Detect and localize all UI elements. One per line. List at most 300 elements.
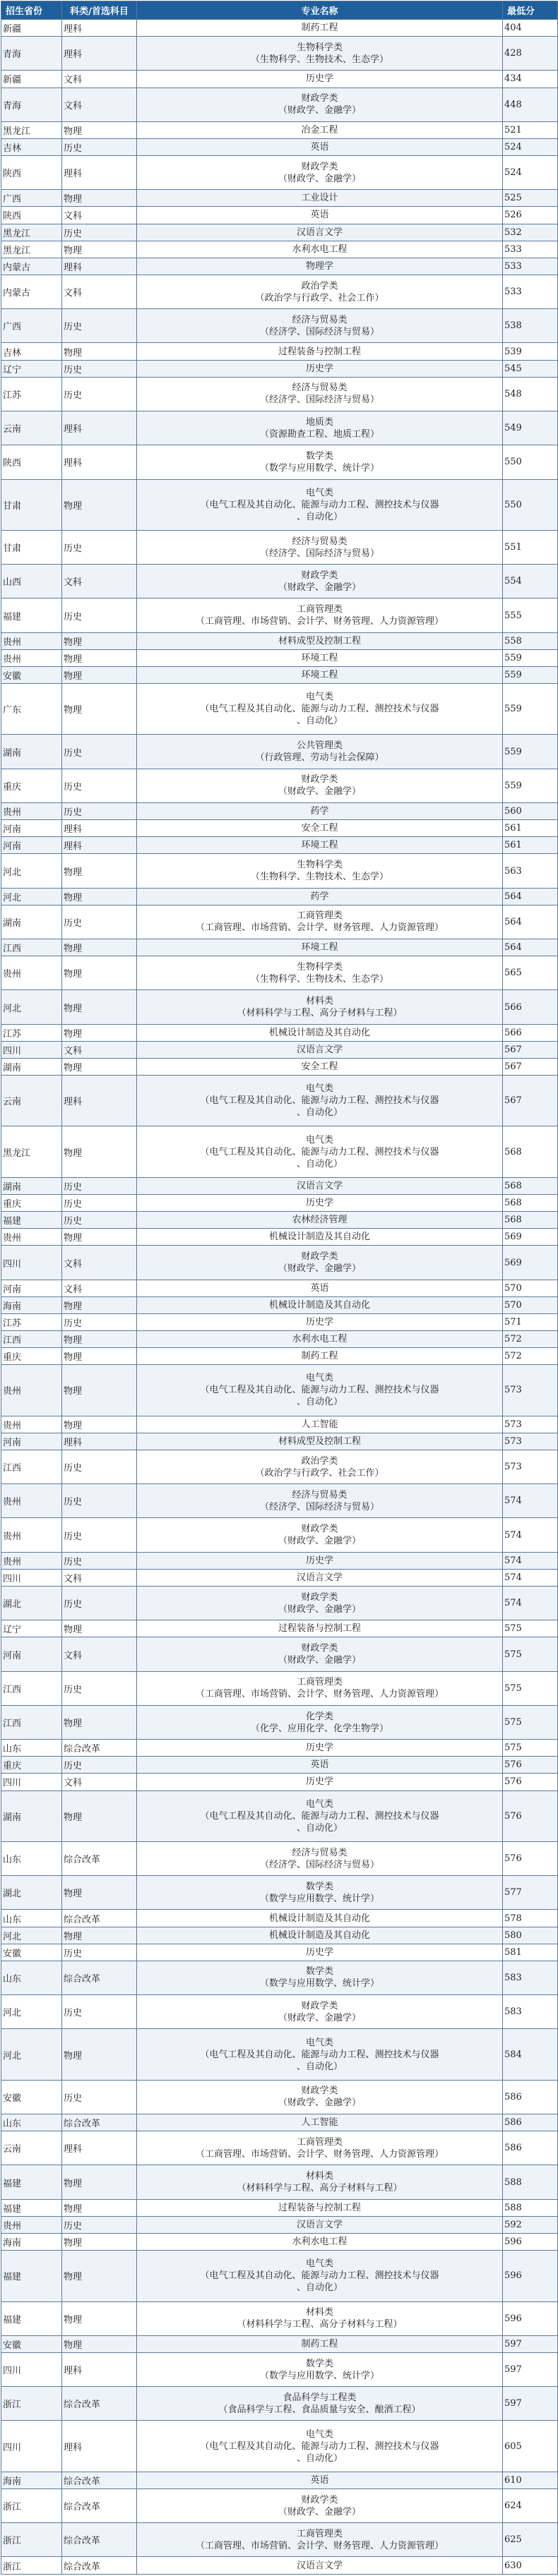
- score-cell: 532: [503, 224, 558, 241]
- province-cell: 贵州: [1, 1229, 62, 1246]
- province-cell: 河北: [1, 2029, 62, 2080]
- major-line: （经济学、国际经济与贸易）: [259, 1859, 379, 1870]
- major-cell: [137, 1637, 503, 1671]
- province-cell: 湖南: [1, 735, 62, 769]
- major-cell: [137, 88, 503, 121]
- major-cell: [137, 769, 503, 802]
- major-line: 财政学类: [301, 2000, 338, 2011]
- major-cell: [137, 37, 503, 71]
- major-line: 环境工程: [301, 840, 338, 851]
- score-cell: 560: [503, 803, 558, 820]
- score-cell: 559: [503, 666, 558, 683]
- province-cell: 云南: [1, 1076, 62, 1126]
- table-row: [1, 769, 558, 802]
- major-cell: [137, 1246, 503, 1280]
- major-line: （生物科学、生物技术、生态学）: [250, 872, 388, 883]
- subject-cell: 理科: [62, 1076, 137, 1126]
- major-line: 财政学类: [301, 1643, 338, 1654]
- major-cell: [137, 1024, 503, 1041]
- table-row: [1, 258, 558, 275]
- province-cell: 江西: [1, 1331, 62, 1348]
- score-cell: 586: [503, 2080, 558, 2114]
- score-cell: 571: [503, 1313, 558, 1330]
- province-cell: 广西: [1, 190, 62, 207]
- major-line: 安全工程: [301, 1061, 338, 1073]
- major-line: 过程装备与控制工程: [278, 1623, 361, 1635]
- subject-cell: 理科: [62, 445, 137, 479]
- province-cell: 贵州: [1, 1484, 62, 1518]
- major-cell: [137, 2233, 503, 2250]
- major-line: （生物科学、生物技术、生态学）: [250, 973, 388, 985]
- subject-cell: 理科: [62, 837, 137, 854]
- table-row: [1, 2029, 558, 2080]
- subject-cell: 文科: [62, 71, 137, 88]
- score-cell: 576: [503, 1757, 558, 1774]
- score-cell: 564: [503, 905, 558, 939]
- province-cell: 新疆: [1, 20, 62, 37]
- major-line: 农林经济管理: [292, 1215, 348, 1226]
- major-cell: [137, 1348, 503, 1365]
- province-cell: 新疆: [1, 71, 62, 88]
- major-line: 经济与贸易类: [292, 314, 348, 325]
- subject-cell: 文科: [62, 1041, 137, 1058]
- major-line: （电气工程及其自动化、能源与动力工程、测控技术与仪器: [200, 1095, 439, 1107]
- major-cell: [137, 2557, 503, 2574]
- province-cell: 四川: [1, 2352, 62, 2386]
- score-cell: 533: [503, 275, 558, 308]
- major-line: 材料成型及控制工程: [278, 1436, 361, 1447]
- major-line: 电气类: [305, 2428, 333, 2440]
- score-cell: 548: [503, 377, 558, 411]
- subject-cell: 物理: [62, 2165, 137, 2199]
- table-row: [1, 1910, 558, 1927]
- major-cell: [137, 1041, 503, 1058]
- major-line: 化学类: [305, 1711, 333, 1722]
- major-line: （政治学与行政学、社会工作）: [255, 1467, 384, 1479]
- major-cell: [137, 309, 503, 343]
- table-row: [1, 2472, 558, 2488]
- major-line: （电气工程及其自动化、能源与动力工程、测控技术与仪器: [200, 704, 439, 715]
- table-row: [1, 1076, 558, 1126]
- table-row: [1, 1296, 558, 1313]
- province-cell: 江西: [1, 1450, 62, 1483]
- major-cell: [137, 2216, 503, 2233]
- score-cell: 597: [503, 2335, 558, 2352]
- table-row: [1, 2199, 558, 2216]
- major-line: （资源勘查工程、地质工程）: [259, 428, 379, 440]
- table-row: [1, 190, 558, 207]
- score-cell: 586: [503, 2131, 558, 2165]
- score-cell: 550: [503, 445, 558, 479]
- major-cell: [137, 1076, 503, 1126]
- score-cell: 524: [503, 156, 558, 190]
- subject-cell: 综合改革: [62, 1841, 137, 1875]
- subject-cell: 理科: [62, 2421, 137, 2472]
- score-cell: 610: [503, 2472, 558, 2488]
- table-row: [1, 854, 558, 888]
- subject-cell: 历史: [62, 2080, 137, 2114]
- score-cell: 566: [503, 990, 558, 1024]
- table-row: [1, 1944, 558, 1961]
- major-cell: [137, 190, 503, 207]
- major-cell: [137, 411, 503, 445]
- province-cell: 浙江: [1, 2387, 62, 2421]
- major-line: 、自动化）: [296, 1107, 343, 1119]
- subject-cell: 物理: [62, 1790, 137, 1841]
- table-row: [1, 2251, 558, 2301]
- score-cell: 533: [503, 241, 558, 258]
- major-cell: [137, 2421, 503, 2472]
- subject-cell: 历史: [62, 138, 137, 155]
- score-cell: 533: [503, 258, 558, 275]
- table-row: [1, 1348, 558, 1365]
- score-cell: 448: [503, 88, 558, 121]
- subject-cell: 物理: [62, 666, 137, 683]
- score-cell: 576: [503, 1774, 558, 1790]
- major-cell: [137, 377, 503, 411]
- score-cell: 558: [503, 632, 558, 649]
- major-cell: [137, 1910, 503, 1927]
- major-cell: [137, 1757, 503, 1774]
- major-line: 电气类: [305, 1083, 333, 1095]
- score-cell: 521: [503, 121, 558, 138]
- major-line: 经济与贸易类: [292, 1489, 348, 1500]
- subject-cell: 历史: [62, 2216, 137, 2233]
- table-row: [1, 360, 558, 377]
- score-cell: 574: [503, 1586, 558, 1620]
- major-line: 人工智能: [301, 2117, 338, 2129]
- table-row: [1, 1790, 558, 1841]
- major-line: 汉语言文学: [296, 2560, 343, 2571]
- table-row: [1, 2335, 558, 2352]
- major-cell: [137, 1705, 503, 1739]
- table-row: [1, 2131, 558, 2165]
- table-row: [1, 1331, 558, 1348]
- province-cell: 山东: [1, 1740, 62, 1757]
- major-cell: [137, 1450, 503, 1483]
- score-cell: 576: [503, 1841, 558, 1875]
- major-line: 、自动化）: [296, 2452, 343, 2464]
- subject-cell: 文科: [62, 1774, 137, 1790]
- subject-cell: 历史: [62, 1195, 137, 1212]
- score-cell: 404: [503, 20, 558, 37]
- major-cell: [137, 530, 503, 564]
- subject-cell: 历史: [62, 905, 137, 939]
- score-cell: 565: [503, 956, 558, 990]
- major-cell: [137, 2472, 503, 2488]
- table-row: [1, 939, 558, 956]
- subject-cell: 物理: [62, 2199, 137, 2216]
- major-line: （财政学、金融学）: [278, 1603, 361, 1615]
- score-cell: 526: [503, 207, 558, 224]
- major-cell: [137, 632, 503, 649]
- subject-cell: 历史: [62, 1757, 137, 1774]
- score-cell: 568: [503, 1212, 558, 1229]
- major-cell: [137, 156, 503, 190]
- subject-cell: 历史: [62, 1671, 137, 1705]
- score-cell: 568: [503, 1126, 558, 1177]
- score-cell: 575: [503, 1705, 558, 1739]
- table-row: [1, 1041, 558, 1058]
- subject-cell: 物理: [62, 1876, 137, 1910]
- major-line: （财政学、金融学）: [278, 1263, 361, 1275]
- major-line: 电气类: [305, 487, 333, 498]
- major-line: 、自动化）: [296, 511, 343, 522]
- major-line: 历史学: [305, 1198, 333, 1209]
- subject-cell: 综合改革: [62, 1910, 137, 1927]
- table-row: [1, 343, 558, 360]
- major-cell: [137, 71, 503, 88]
- subject-cell: 物理: [62, 632, 137, 649]
- province-cell: 福建: [1, 1212, 62, 1229]
- province-cell: 黑龙江: [1, 121, 62, 138]
- subject-cell: 物理: [62, 1927, 137, 1944]
- province-cell: 贵州: [1, 803, 62, 820]
- major-line: 冶金工程: [301, 124, 338, 136]
- score-cell: 572: [503, 1331, 558, 1348]
- subject-cell: 物理: [62, 1058, 137, 1075]
- subject-cell: 综合改革: [62, 2488, 137, 2522]
- subject-cell: 文科: [62, 1569, 137, 1586]
- major-line: （电气工程及其自动化、能源与动力工程、测控技术与仪器: [200, 1385, 439, 1396]
- score-cell: 580: [503, 1927, 558, 1944]
- header-province: 招生省份: [1, 1, 62, 20]
- table-row: [1, 666, 558, 683]
- table-row: [1, 138, 558, 155]
- major-line: （财政学、金融学）: [278, 2097, 361, 2109]
- score-cell: 551: [503, 530, 558, 564]
- major-line: 工商管理类: [296, 2136, 343, 2148]
- major-line: 政治学类: [301, 280, 338, 291]
- score-cell: 568: [503, 1177, 558, 1194]
- subject-cell: 历史: [62, 1484, 137, 1518]
- table-row: [1, 156, 558, 190]
- table-row: [1, 1586, 558, 1620]
- table-row: [1, 1212, 558, 1229]
- table-row: [1, 1927, 558, 1944]
- major-cell: [137, 1212, 503, 1229]
- subject-cell: 历史: [62, 1313, 137, 1330]
- score-cell: 561: [503, 837, 558, 854]
- province-cell: 海南: [1, 1296, 62, 1313]
- major-cell: [137, 2523, 503, 2557]
- province-cell: 内蒙古: [1, 275, 62, 308]
- score-cell: 559: [503, 769, 558, 802]
- province-cell: 山东: [1, 1841, 62, 1875]
- table-row: [1, 1637, 558, 1671]
- table-row: [1, 207, 558, 224]
- major-cell: [137, 360, 503, 377]
- score-cell: 573: [503, 1450, 558, 1483]
- province-cell: 湖北: [1, 1586, 62, 1620]
- score-cell: 566: [503, 1024, 558, 1041]
- province-cell: 贵州: [1, 1365, 62, 1416]
- score-cell: 550: [503, 479, 558, 530]
- major-line: 财政学类: [301, 93, 338, 104]
- subject-cell: 物理: [62, 854, 137, 888]
- subject-cell: 物理: [62, 2335, 137, 2352]
- subject-cell: 物理: [62, 241, 137, 258]
- province-cell: 黑龙江: [1, 1126, 62, 1177]
- score-cell: 624: [503, 2488, 558, 2522]
- province-cell: 青海: [1, 88, 62, 121]
- province-cell: 黑龙江: [1, 241, 62, 258]
- table-row: [1, 684, 558, 735]
- subject-cell: 理科: [62, 156, 137, 190]
- subject-cell: 综合改革: [62, 2557, 137, 2574]
- score-cell: 584: [503, 2029, 558, 2080]
- score-cell: 596: [503, 2233, 558, 2250]
- score-cell: 597: [503, 2387, 558, 2421]
- major-line: 数学类: [305, 450, 333, 462]
- major-cell: [137, 1296, 503, 1313]
- major-line: （数学与应用数学、统计学）: [259, 462, 379, 474]
- subject-cell: 综合改革: [62, 2387, 137, 2421]
- province-cell: 吉林: [1, 343, 62, 360]
- province-cell: 四川: [1, 2421, 62, 2472]
- subject-cell: 历史: [62, 598, 137, 632]
- table-row: [1, 530, 558, 564]
- major-line: 食品科学与工程类: [283, 2392, 357, 2403]
- province-cell: 陕西: [1, 445, 62, 479]
- table-row: [1, 1484, 558, 1518]
- province-cell: 山东: [1, 1961, 62, 1994]
- table-row: [1, 241, 558, 258]
- major-line: （数学与应用数学、统计学）: [259, 1978, 379, 1990]
- province-cell: 江苏: [1, 1313, 62, 1330]
- score-cell: 574: [503, 1569, 558, 1586]
- major-line: 财政学类: [301, 2086, 338, 2097]
- score-cell: 538: [503, 309, 558, 343]
- major-line: 工业设计: [301, 193, 338, 204]
- major-line: （行政管理、劳动与社会保障）: [255, 752, 384, 764]
- subject-cell: 理科: [62, 258, 137, 275]
- major-line: 制药工程: [301, 2338, 338, 2349]
- subject-cell: 理科: [62, 820, 137, 837]
- table-row: [1, 1552, 558, 1569]
- table-row: [1, 2080, 558, 2114]
- major-line: 公共管理类: [296, 740, 343, 752]
- table-row: [1, 1774, 558, 1790]
- major-cell: [137, 990, 503, 1024]
- major-line: 历史学: [305, 1316, 333, 1328]
- major-cell: [137, 2114, 503, 2131]
- province-cell: 江西: [1, 1671, 62, 1705]
- table-row: [1, 37, 558, 71]
- major-cell: [137, 649, 503, 666]
- major-line: 财政学类: [301, 161, 338, 172]
- major-line: 、自动化）: [296, 2061, 343, 2072]
- major-cell: [137, 2335, 503, 2352]
- table-row: [1, 275, 558, 308]
- score-cell: 570: [503, 1296, 558, 1313]
- major-line: 生物科学类: [296, 42, 343, 53]
- table-row: [1, 1450, 558, 1483]
- province-cell: 山东: [1, 1910, 62, 1927]
- province-cell: 青海: [1, 37, 62, 71]
- major-line: （财政学、金融学）: [278, 786, 361, 798]
- province-cell: 重庆: [1, 1757, 62, 1774]
- subject-cell: 历史: [62, 1450, 137, 1483]
- subject-cell: 文科: [62, 207, 137, 224]
- table-row: [1, 71, 558, 88]
- major-line: （财政学、金融学）: [278, 1536, 361, 1547]
- major-line: 制药工程: [301, 1351, 338, 1362]
- major-cell: [137, 939, 503, 956]
- subject-cell: 物理: [62, 1620, 137, 1637]
- major-line: 水利水电工程: [292, 2237, 348, 2248]
- major-line: 工商管理类: [296, 910, 343, 922]
- major-line: （电气工程及其自动化、能源与动力工程、测控技术与仪器: [200, 2049, 439, 2060]
- major-line: （电气工程及其自动化、能源与动力工程、测控技术与仪器: [200, 1810, 439, 1822]
- major-cell: [137, 1484, 503, 1518]
- major-line: （电气工程及其自动化、能源与动力工程、测控技术与仪器: [200, 499, 439, 510]
- major-line: （工商管理、市场营销、会计学、财务管理、人力资源管理）: [195, 2148, 444, 2160]
- score-cell: 588: [503, 2199, 558, 2216]
- major-cell: [137, 837, 503, 854]
- score-cell: 575: [503, 1620, 558, 1637]
- score-cell: 596: [503, 2301, 558, 2335]
- table-row: [1, 1569, 558, 1586]
- table-row: [1, 1705, 558, 1739]
- table-row: [1, 1620, 558, 1637]
- province-cell: 江苏: [1, 377, 62, 411]
- table-row: [1, 905, 558, 939]
- major-cell: [137, 1552, 503, 1569]
- major-line: 财政学类: [301, 2494, 338, 2505]
- subject-cell: 物理: [62, 1024, 137, 1041]
- score-cell: 577: [503, 1876, 558, 1910]
- score-cell: 586: [503, 2114, 558, 2131]
- table-row: [1, 1313, 558, 1330]
- subject-cell: 历史: [62, 769, 137, 802]
- major-line: （经济学、国际经济与贸易）: [259, 326, 379, 337]
- major-cell: [137, 445, 503, 479]
- major-cell: [137, 1177, 503, 1194]
- subject-cell: 理科: [62, 2352, 137, 2386]
- major-cell: [137, 1313, 503, 1330]
- major-cell: [137, 2488, 503, 2522]
- major-line: 汉语言文学: [296, 227, 343, 238]
- major-cell: [137, 1961, 503, 1994]
- subject-cell: 物理: [62, 343, 137, 360]
- score-cell: 583: [503, 1995, 558, 2029]
- major-line: 经济与贸易类: [292, 536, 348, 547]
- subject-cell: 历史: [62, 1212, 137, 1229]
- subject-cell: 物理: [62, 1416, 137, 1433]
- province-cell: 贵州: [1, 632, 62, 649]
- province-cell: 云南: [1, 411, 62, 445]
- major-line: 、自动化）: [296, 1822, 343, 1834]
- major-line: 数学类: [305, 1881, 333, 1892]
- major-line: 英语: [310, 210, 329, 221]
- major-line: （生物科学、生物技术、生态学）: [250, 54, 388, 65]
- subject-cell: 物理: [62, 2301, 137, 2335]
- table-row: [1, 1280, 558, 1296]
- province-cell: 重庆: [1, 1195, 62, 1212]
- province-cell: 浙江: [1, 2557, 62, 2574]
- table-row: [1, 1177, 558, 1194]
- major-line: 材料类: [305, 2171, 333, 2182]
- major-cell: [137, 258, 503, 275]
- score-cell: 574: [503, 1552, 558, 1569]
- major-line: 历史学: [305, 1743, 333, 1754]
- table-row: [1, 2114, 558, 2131]
- province-cell: 浙江: [1, 2523, 62, 2557]
- province-cell: 安徽: [1, 1944, 62, 1961]
- province-cell: 河南: [1, 1433, 62, 1450]
- score-cell: 549: [503, 411, 558, 445]
